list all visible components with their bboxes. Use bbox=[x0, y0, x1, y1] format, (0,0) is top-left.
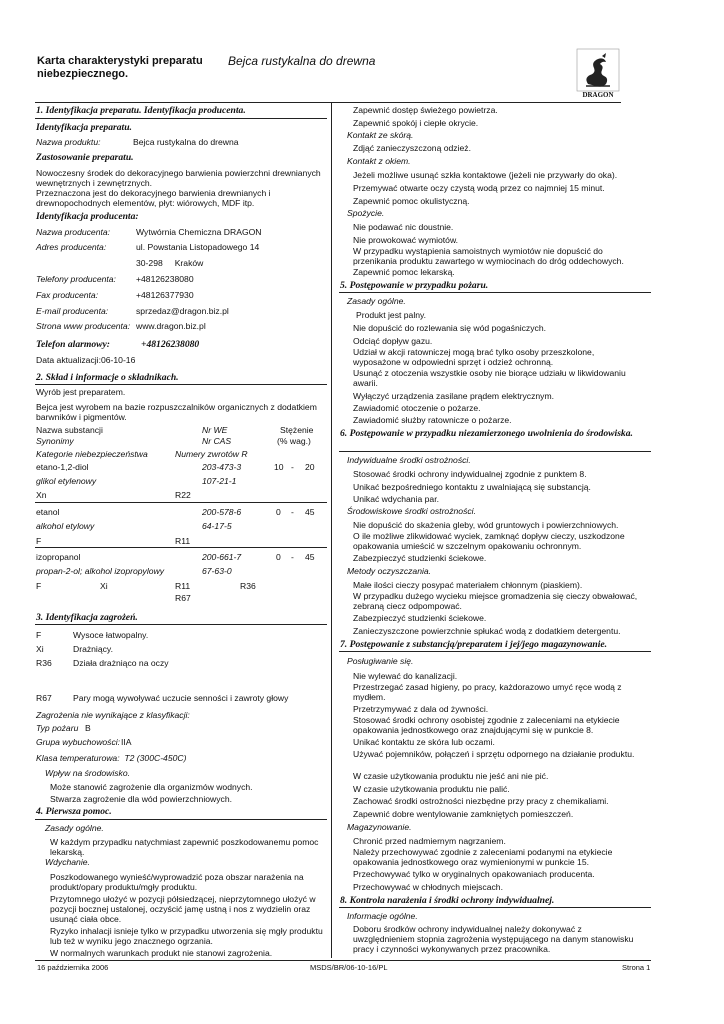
environment-impact-1: Może stanowić zagrożenie dla organizmów wodnych. bbox=[50, 782, 253, 792]
substance-category: Xi bbox=[100, 581, 108, 591]
producer-value: sprzedaz@dragon.biz.pl bbox=[136, 306, 229, 316]
release-text: Małe ilości cieczy posypać materiałem chłonnym (piaskiem). bbox=[353, 580, 583, 590]
section-3-title: 3. Identyfikacja zagrożeń. bbox=[36, 612, 138, 623]
section-2-title: 2. Skład i informacje o składnikach. bbox=[36, 372, 179, 383]
substance-cas: 107-21-1 bbox=[202, 476, 237, 486]
producer-label: E-mail producenta: bbox=[36, 306, 109, 316]
emergency-phone-label: Telefon alarmowy: bbox=[36, 339, 110, 350]
fire-text: Zawiadomić służby ratownicze o pożarze. bbox=[353, 415, 512, 425]
first-aid-text: Zapewnić spokój i ciepłe okrycie. bbox=[353, 118, 479, 128]
storage-text: Należy przechowywać zgodnie z zaleceniami podanymi na etykiecie opakowania jednostkowego oraz wymienionymi w punkcie 15. bbox=[353, 847, 613, 867]
handling-text: W czasie użytkowania produktu nie jeść ani nie pić. bbox=[353, 771, 549, 781]
first-aid-inhalation-3: Ryzyko inhalacji isnieje tylko w przypadku utworzenia się mgły produktu lub też w wyniku jego znacznego ogrzania. bbox=[50, 926, 323, 946]
first-aid-inhalation-2: Przytomnego ułożyć w pozycji półsiedzącej, nieprzytomnego ułożyć w pozycji bocznej ustalonej, oczyścić jamę ustną i nos z wydzielin oraz usunąć ciała obce. bbox=[50, 894, 316, 924]
producer-label: Adres producenta: bbox=[36, 242, 107, 252]
handling-text: Używać pojemników, połączeń i sprzętu odpornego na działanie produktu. bbox=[353, 749, 635, 759]
environment-impact-label: Wpływ na środowisko. bbox=[45, 768, 131, 778]
substance-name: izopropanol bbox=[36, 552, 81, 562]
section-5-title: 5. Postępowanie w przypadku pożaru. bbox=[340, 280, 489, 291]
producer-label: Fax producenta: bbox=[36, 290, 99, 300]
product-title: Bejca rustykalna do drewna bbox=[228, 54, 376, 68]
skin-contact-label: Kontakt ze skórą. bbox=[347, 130, 414, 140]
fire-text: Usunąć z otoczenia wszystkie osoby nie biorące udziału w likwidowaniu awarii. bbox=[353, 368, 626, 388]
producer-value: 30-298 Kraków bbox=[136, 258, 204, 268]
first-aid-text: W przypadku wystąpienia samoistnych wymiotów nie dopuścić do przenikania produktu zawartego w wymiocinach do dróg oddechowych. bbox=[353, 246, 624, 266]
substance-synonym: glikol etylenowy bbox=[36, 476, 97, 486]
handling-label: Posługiwanie się. bbox=[347, 656, 414, 666]
document-title-line1: Karta charakterystyki preparatu bbox=[37, 55, 203, 67]
section-1-subtitle-usage: Zastosowanie preparatu. bbox=[36, 152, 134, 163]
substance-conc-max: 45 bbox=[305, 552, 315, 562]
handling-text: Zachować środki ostrożności niezbędne przy pracy z chemikaliami. bbox=[353, 796, 609, 806]
substance-conc-dash: - bbox=[291, 552, 294, 562]
release-text: Unikać wdychania par. bbox=[353, 494, 439, 504]
fire-text: Udział w akcji ratowniczej mogą brać tylko osoby przeszkolone, wyposażone w odpowiedni sprzęt i odzież ochronną. bbox=[353, 347, 595, 367]
usage-text-2: Przeznaczona jest do dekoracyjnego barwienia drewnianych i drewnopochodnych elementów, płyt: wiórowych, MDF itp. bbox=[36, 188, 271, 208]
table-header: Synonimy bbox=[36, 436, 74, 446]
hazard-code: R36 bbox=[36, 658, 52, 668]
table-header: Numery zwrotów R bbox=[175, 449, 248, 459]
producer-label: Nazwa producenta: bbox=[36, 227, 111, 237]
storage-text: Chronić przed nadmiernym nagrzaniem. bbox=[353, 836, 506, 846]
hazard-text: Wysoce łatwopalny. bbox=[73, 630, 149, 640]
composition-line-1: Wyrób jest preparatem. bbox=[36, 387, 126, 397]
substance-cas: 67-63-0 bbox=[202, 566, 232, 576]
substance-synonym: propan-2-ol; alkohol izopropylowy bbox=[36, 566, 165, 576]
substance-we: 203-473-3 bbox=[202, 462, 242, 472]
substance-category: Xn bbox=[36, 490, 47, 500]
first-aid-text: Jeżeli możliwe usunąć szkła kontaktowe (jeżeli nie przywarły do oka). bbox=[353, 170, 618, 180]
release-text: W przypadku dużego wycieku miejsce gromadzenia się cieczy obwałować, zebraną ciecz odpompować. bbox=[353, 591, 638, 611]
product-name-label: Nazwa produktu: bbox=[36, 137, 101, 147]
exposure-text: Doboru środków ochrony indywidualnej należy dokonywać z uwzględnieniem stopnia zagrożenia występującego na danym stanowisku pracy i czynności wykonywanych przez pracownika. bbox=[353, 924, 634, 954]
release-cleanup-label: Metody oczyszczania. bbox=[347, 566, 432, 576]
substance-conc-dash: - bbox=[291, 462, 294, 472]
substance-r-phrase: R11 bbox=[175, 536, 191, 546]
first-aid-text: Zapewnić pomoc okulistyczną. bbox=[353, 196, 470, 206]
fire-text: Wyłączyć urządzenia zasilane prądem elektrycznym. bbox=[353, 391, 554, 401]
substance-r-phrase: R22 bbox=[175, 490, 191, 500]
release-text: O ile możliwe zlikwidować wyciek, zamknąć dopływ cieczy, uszkodzone opakowania umieścić w szczelnym opakowaniu ochronnym. bbox=[353, 531, 625, 551]
first-aid-text: Nie podawać nic doustnie. bbox=[353, 222, 454, 232]
substance-name: etano-1,2-diol bbox=[36, 462, 89, 472]
document-title bbox=[37, 55, 203, 81]
substance-conc-min: 10 bbox=[274, 462, 284, 472]
usage-text-1: Nowoczesny środek do dekoracyjnego barwienia powierzchni drewnianych wewnętrznych i zewnętrznych. bbox=[36, 168, 321, 188]
first-aid-inhalation-label: Wdychanie. bbox=[45, 857, 90, 867]
section-1-title: 1. Identyfikacja preparatu. Identyfikacja producenta. bbox=[36, 105, 246, 116]
update-date: Data aktualizacji:06-10-16 bbox=[36, 355, 136, 365]
hazard-code: Xi bbox=[36, 644, 44, 654]
release-personal-label: Indywidualne środki ostrożności. bbox=[347, 455, 471, 465]
section-8-title: 8. Kontrola narażenia i środki ochrony indywidualnej. bbox=[340, 895, 555, 906]
table-header: Nr WE bbox=[202, 425, 228, 435]
first-aid-general-label: Zasady ogólne. bbox=[45, 823, 104, 833]
table-header: (% wag.) bbox=[277, 436, 311, 446]
section-7-title: 7. Postępowanie z substancją/preparatem i jej/jego magazynowanie. bbox=[340, 639, 608, 650]
first-aid-inhalation-4: W normalnych warunkach produkt nie stanowi zagrożenia. bbox=[50, 948, 273, 958]
table-header: Kategorie niebezpieczeństwa bbox=[36, 449, 148, 459]
handling-text: Zapewnić dobre wentylowanie zamkniętych pomieszczeń. bbox=[353, 809, 574, 819]
producer-label: Telefony producenta: bbox=[36, 274, 116, 284]
producer-value: +48126377930 bbox=[136, 290, 194, 300]
substance-synonym: alkohol etylowy bbox=[36, 521, 95, 531]
fire-text: Produkt jest palny. bbox=[356, 310, 427, 320]
first-aid-text: Zdjąć zanieczyszczoną odzież. bbox=[353, 143, 471, 153]
section-1-subtitle-preparation: Identyfikacja preparatu. bbox=[36, 122, 132, 133]
release-text: Zanieczyszczone powierzchnie spłukać wodą z dodatkiem detergentu. bbox=[353, 626, 621, 636]
fire-text: Odciąć dopływ gazu. bbox=[353, 336, 433, 346]
fire-text: Zawiadomić otoczenie o pożarze. bbox=[353, 403, 481, 413]
logo-text: DRAGON bbox=[582, 91, 614, 99]
first-aid-inhalation-1: Poszkodowanego wynieść/wyprowadzić poza obszar narażenia na produkt/opary produktu/mgły produktu. bbox=[50, 872, 304, 892]
substance-r-phrase: R11 bbox=[175, 581, 191, 591]
storage-text: Przechowywać tylko w oryginalnych opakowaniach producenta. bbox=[353, 869, 595, 879]
substance-we: 200-661-7 bbox=[202, 552, 242, 562]
substance-cas: 64-17-5 bbox=[202, 521, 232, 531]
release-text: Stosować środki ochrony indywidualnej zgodnie z punktem 8. bbox=[353, 469, 587, 479]
substance-conc-max: 45 bbox=[305, 507, 315, 517]
substance-name: etanol bbox=[36, 507, 60, 517]
unclassified-hazards: Zagrożenia nie wynikające z klasyfikacji: bbox=[36, 710, 190, 720]
storage-text: Przechowywać w chłodnych miejscach. bbox=[353, 882, 503, 892]
explosion-group-value: IIA bbox=[121, 737, 132, 747]
substance-conc-max: 20 bbox=[305, 462, 315, 472]
dragon-logo bbox=[576, 48, 620, 100]
ingestion-label: Spożycie. bbox=[347, 208, 385, 218]
substance-r-phrase: R36 bbox=[240, 581, 256, 591]
hazard-text: Działa drażniąco na oczy bbox=[73, 658, 169, 668]
environment-impact-2: Stwarza zagrożenie dla wód powierzchniowych. bbox=[50, 794, 232, 804]
footer-date: 16 października 2006 bbox=[37, 963, 109, 972]
section-4-title: 4. Pierwsza pomoc. bbox=[36, 806, 112, 817]
handling-text: Przestrzegać zasad higieny, po pracy, każdorazowo umyć ręce wodą z mydłem. bbox=[353, 682, 622, 702]
producer-value: ul. Powstania Listopadowego 14 bbox=[136, 242, 260, 252]
table-header: Stężenie bbox=[280, 425, 314, 435]
first-aid-text: Zapewnić dostęp świeżego powietrza. bbox=[353, 105, 498, 115]
release-text: Nie dopuścić do skażenia gleby, wód gruntowych i powierzchniowych. bbox=[353, 520, 619, 530]
fire-text: Nie dopuścić do rozlewania się wód pogaśniczych. bbox=[353, 323, 546, 333]
substance-category: F bbox=[36, 581, 42, 591]
explosion-group-label: Grupa wybuchowości: bbox=[36, 737, 121, 747]
temperature-class: Klasa temperaturowa: T2 (300C-450C) bbox=[36, 753, 187, 763]
first-aid-text: Przemywać otwarte oczy czystą wodą przez co najmniej 15 minut. bbox=[353, 183, 605, 193]
producer-value: Wytwórnia Chemiczna DRAGON bbox=[136, 227, 262, 237]
release-text: Unikać bezpośredniego kontaktu z uwalniającą się substancją. bbox=[353, 482, 591, 492]
first-aid-text: Zapewnić pomoc lekarską. bbox=[353, 267, 455, 277]
section-6-title: 6. Postępowanie w przypadku niezamierzonego uwolnienia do środowiska. bbox=[340, 428, 633, 439]
substance-conc-min: 0 bbox=[276, 507, 281, 517]
first-aid-general-text: W każdym przypadku natychmiast zapewnić poszkodowanemu pomoc lekarską. bbox=[50, 837, 319, 857]
hazard-text: Drażniący. bbox=[73, 644, 113, 654]
footer-document-code: MSDS/BR/06-10-16/PL bbox=[310, 963, 388, 972]
storage-label: Magazynowanie. bbox=[347, 822, 412, 832]
document-title-line2: niebezpiecznego. bbox=[37, 68, 129, 80]
handling-text: Nie wylewać do kanalizacji. bbox=[353, 671, 458, 681]
exposure-general-label: Informacje ogólne. bbox=[347, 911, 418, 921]
product-name-value: Bejca rustykalna do drewna bbox=[133, 137, 239, 147]
first-aid-text: Nie prowokować wymiotów. bbox=[353, 235, 459, 245]
table-header: Nr CAS bbox=[202, 436, 232, 446]
handling-text: W czasie użytkowania produktu nie palić. bbox=[353, 784, 510, 794]
substance-category: F bbox=[36, 536, 42, 546]
substance-r-phrase: R67 bbox=[175, 593, 191, 603]
release-env-label: Środowiskowe środki ostrożności. bbox=[347, 506, 476, 516]
substance-we: 200-578-6 bbox=[202, 507, 242, 517]
hazard-text: Pary mogą wywoływać uczucie senności i zawroty głowy bbox=[73, 693, 289, 703]
table-header: Nazwa substancji bbox=[36, 425, 103, 435]
fire-general-label: Zasady ogólne. bbox=[347, 296, 406, 306]
handling-text: Stosować środki ochrony osobistej zgodnie z zaleceniami na etykiecie opakowania jednostkowego oraz znajdującymi się w punkcie 8. bbox=[353, 715, 620, 735]
fire-type-label: Typ pożaru bbox=[36, 723, 79, 733]
eye-contact-label: Kontakt z okiem. bbox=[347, 156, 411, 166]
hazard-code: R67 bbox=[36, 693, 52, 703]
footer-page-number: Strona 1 bbox=[622, 963, 651, 972]
producer-value: www.dragon.biz.pl bbox=[136, 321, 206, 331]
handling-text: Unikać kontaktu ze skóra lub oczami. bbox=[353, 737, 495, 747]
fire-type-value: B bbox=[85, 723, 91, 733]
hazard-code: F bbox=[36, 630, 42, 640]
producer-label: Strona www producenta: bbox=[36, 321, 131, 331]
emergency-phone-value: +48126238080 bbox=[141, 339, 200, 350]
producer-value: +48126238080 bbox=[136, 274, 194, 284]
substance-conc-dash: - bbox=[291, 507, 294, 517]
section-1-subtitle-producer: Identyfikacja producenta: bbox=[36, 211, 139, 222]
handling-text: Przetrzymywać z dala od żywności. bbox=[353, 704, 489, 714]
composition-line-2: Bejca jest wyrobem na bazie rozpuszczalników organicznych z dodatkiem barwników i pigmentów. bbox=[36, 402, 317, 422]
release-text: Zabezpieczyć studzienki ściekowe. bbox=[353, 613, 487, 623]
substance-conc-min: 0 bbox=[276, 552, 281, 562]
release-text: Zabezpieczyć studzienki ściekowe. bbox=[353, 553, 487, 563]
